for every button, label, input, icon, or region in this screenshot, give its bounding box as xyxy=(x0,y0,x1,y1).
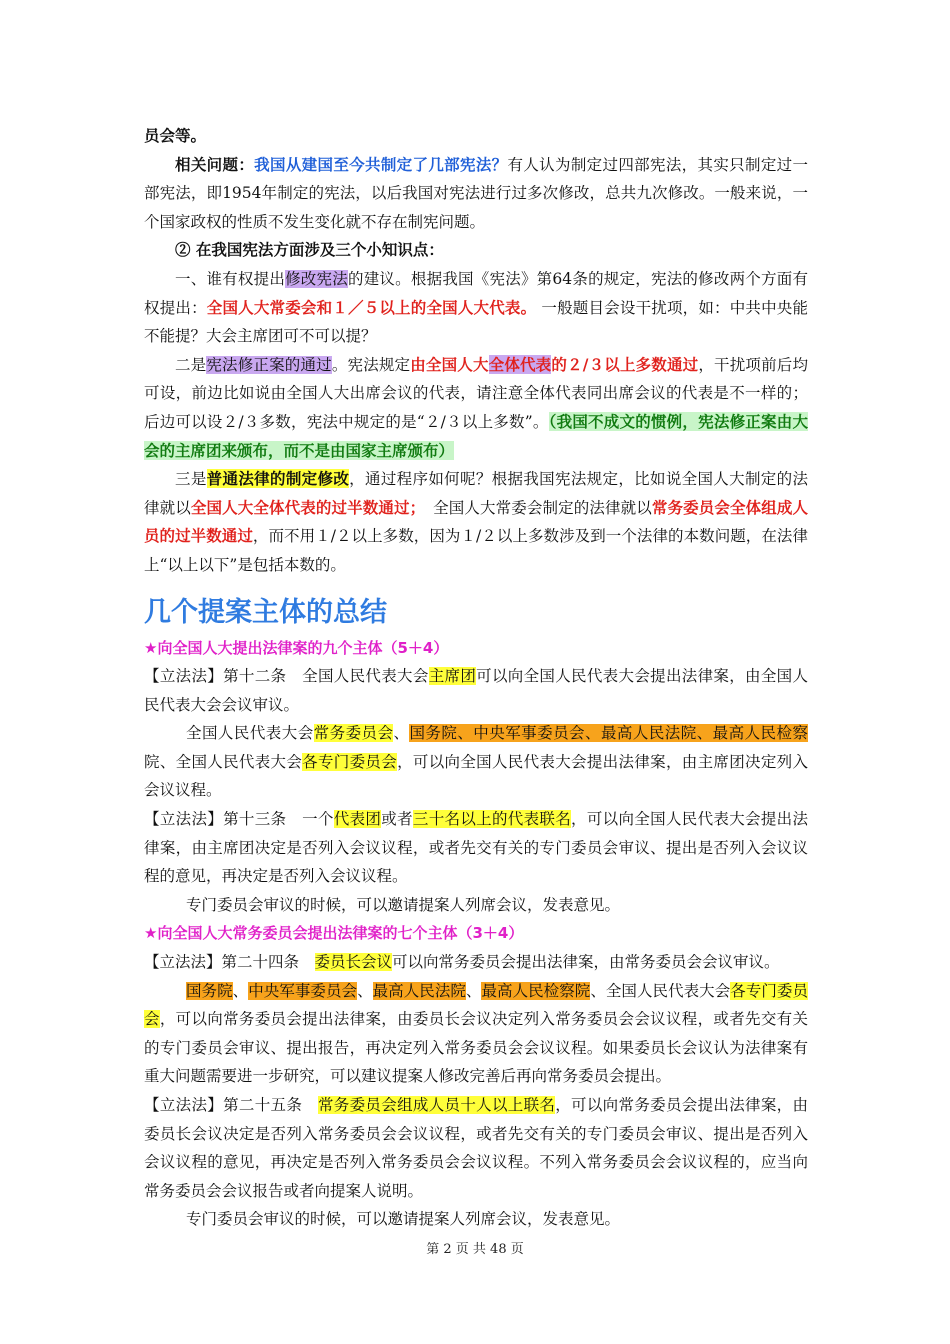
text-run: 【立法法】第十二条 全国人民代表大会 xyxy=(144,667,429,686)
text-run: 可以向全国人民代表大会提出法律案，由全国人民代表大会会议审议。 xyxy=(144,667,808,714)
article-25-para-2: 专门委员会审议的时候，可以邀请提案人列席会议，发表意见。 xyxy=(186,1210,621,1229)
highlight-state-council: 国务院 xyxy=(186,981,233,1000)
article-24-para-2 xyxy=(144,977,808,1091)
text-run: ，可以向常务委员会提出法律案，由委员长会议决定是否列入常务委员会会议议程，或者先交有关的专门委员会审议、提出是否列入会议议程的意见，再决定是否列入常务委员会会议议程。不列入常务委员会会议议程的，应当向常务委员会会议报告或者向提案人说明。 xyxy=(144,1096,808,1200)
highlight-special-committees: 各专门委员会 xyxy=(144,981,808,1029)
text-run: ，通过程序如何呢？根据我国宪法规定，比如说全国人大制定的法律就以 xyxy=(144,470,808,517)
paragraph-point-three xyxy=(144,465,808,579)
highlight-thirty-deputies: 三十名以上的代表联名 xyxy=(412,810,572,829)
text-run: 的建议。根据我国《宪法》第64条的规定，宪法的修改两个方面有权提出： xyxy=(144,269,808,317)
highlight-special-committees: 各专门委员会 xyxy=(302,752,398,771)
text-run: ，而不用１/２以上多数，因为１/２以上多数涉及到一个法律的本数问题，在法律上“以上以下”是包括本数的。 xyxy=(144,527,808,574)
highlight-amendment-passing: 宪法修正案的通过 xyxy=(206,355,332,374)
text-run: 、 xyxy=(357,981,373,1000)
subheading-standing-seven-subjects: ★向全国人大常务委员会提出法律案的七个主体（3＋4） xyxy=(144,924,524,943)
text-run: 、 xyxy=(393,724,410,743)
text-run: 。宪法规定 xyxy=(331,355,411,374)
text-run: 三是 xyxy=(175,470,207,489)
text-run: 或者 xyxy=(381,810,413,829)
text-run: 【立法法】第二十四条 xyxy=(144,953,315,972)
text-run: 一、谁有权提出 xyxy=(175,269,286,288)
text-run: ，可以向全国人民代表大会提出法律案，由主席团决定是否列入会议议程，或者先交有关的专门委员会审议、提出是否列入会议议程的意见，再决定是否列入会议议程。 xyxy=(144,810,808,886)
highlight-ten-members: 常务委员会组成人员十人以上联名 xyxy=(317,1096,556,1114)
subheading-npc-nine-subjects: ★向全国人大提出法律案的九个主体（5＋4） xyxy=(144,638,449,657)
text-run: ，可以向常务委员会提出法律案，由委员长会议决定列入常务委员会会议议程，或者先交有关的专门委员会审议、提出报告，再决定列入常务委员会会议议程。如果委员长会议认为法律案有重大问题需要进一步研究，可以建议提案人修改完善后再向常务委员会提出。 xyxy=(144,1010,808,1086)
text-run: 二是 xyxy=(175,355,207,374)
text-run: 、 xyxy=(232,981,249,1000)
text-run: 【立法法】第二十五条 xyxy=(144,1096,318,1114)
section-heading-three-points: ② 在我国宪法方面涉及三个小知识点： xyxy=(175,240,444,260)
text-run: 院、全国人民代表大会 xyxy=(144,752,303,771)
text-run: 、全国人民代表大会 xyxy=(590,981,731,1000)
highlight-supreme-procuratorate: 最高人民检察院 xyxy=(481,981,591,1000)
article-13-para-2: 专门委员会审议的时候，可以邀请提案人列席会议，发表意见。 xyxy=(186,895,621,914)
paragraph-continuation: 员会等。 xyxy=(144,126,207,145)
highlight-standing-committee: 常务委员会 xyxy=(313,724,394,743)
paragraph-related-question xyxy=(144,151,808,237)
text-run: 【立法法】第十三条 一个 xyxy=(144,810,334,829)
article-12-para-2 xyxy=(144,719,808,805)
text-run: 全国人大常委会制定的法律就以 xyxy=(417,498,652,517)
highlight-presidium: 主席团 xyxy=(428,667,477,686)
text-run: 一般题目会设干扰项，如：中共中央能不能提？大会主席团可不可以提？ xyxy=(144,298,808,346)
article-12 xyxy=(144,662,808,719)
emphasis-proposers: 全国人大常委会和１／５以上的全国人大代表。 xyxy=(206,297,537,317)
document-body xyxy=(144,122,808,1234)
highlight-state-organs: 国务院、中央军事委员会、最高人民法院、最高人民检察 xyxy=(409,724,808,743)
highlight-ordinary-law: 普通法律的制定修改 xyxy=(206,469,350,489)
article-25 xyxy=(144,1091,808,1205)
related-question-label: 相关问题： xyxy=(175,154,255,174)
highlight-amend-constitution: 修改宪法 xyxy=(285,269,348,288)
related-question-text: 我国从建国至今共制定了几部宪法？ xyxy=(254,154,508,174)
text-run: 、 xyxy=(465,981,482,1000)
highlight-supreme-court: 最高人民法院 xyxy=(372,981,466,1000)
text-run: 可以向常务委员会提出法律案，由常务委员会会议审议。 xyxy=(392,953,780,972)
paragraph-point-one xyxy=(144,265,808,351)
related-question-answer: 有人认为制定过四部宪法，其实只制定过一部宪法，即1954年制定的宪法，以后我国对宪法进行过多次修改，总共九次修改。一般来说，一个国家政权的性质不发生变化就不存在制宪问题。 xyxy=(144,155,808,231)
highlight-all-deputies: 全体代表 xyxy=(488,354,552,374)
emphasis-npc-majority: 全国人大全体代表的过半数通过 xyxy=(190,497,410,517)
text-run: ，可以向全国人民代表大会提出法律案，由主席团决定列入会议议程。 xyxy=(144,752,808,800)
section-title: 几个提案主体的总结 xyxy=(144,596,387,628)
emphasis-run: 由全国人大 xyxy=(410,354,489,374)
note-convention: （我国不成文的惯例，宪法修正案由大会的主席团来颁布，而不是由国家主席颁布） xyxy=(144,411,808,460)
text-run: ，干扰项前后均可设，前边比如说由全国人大出席会议的代表，请注意全体代表同出席会议的代表是不一样的；后边可以设２/３多数，宪法中规定的是“２/３以上多数”。 xyxy=(144,355,808,431)
article-13 xyxy=(144,805,808,891)
highlight-military-commission: 中央军事委员会 xyxy=(248,981,358,1000)
highlight-chairmen-council: 委员长会议 xyxy=(314,953,393,972)
highlight-delegation: 代表团 xyxy=(333,810,382,829)
page-footer: 第 2 页 共 48 页 xyxy=(426,1242,524,1257)
emphasis-two-thirds: 的２/３以上多数通过 xyxy=(551,354,699,374)
text-run: 全国人民代表大会 xyxy=(186,724,314,743)
text-run: ； xyxy=(409,497,418,517)
emphasis-standing-majority: 常务委员会全体组成人员的过半数通过 xyxy=(144,497,808,546)
article-24 xyxy=(144,948,808,977)
paragraph-point-two xyxy=(144,351,808,465)
